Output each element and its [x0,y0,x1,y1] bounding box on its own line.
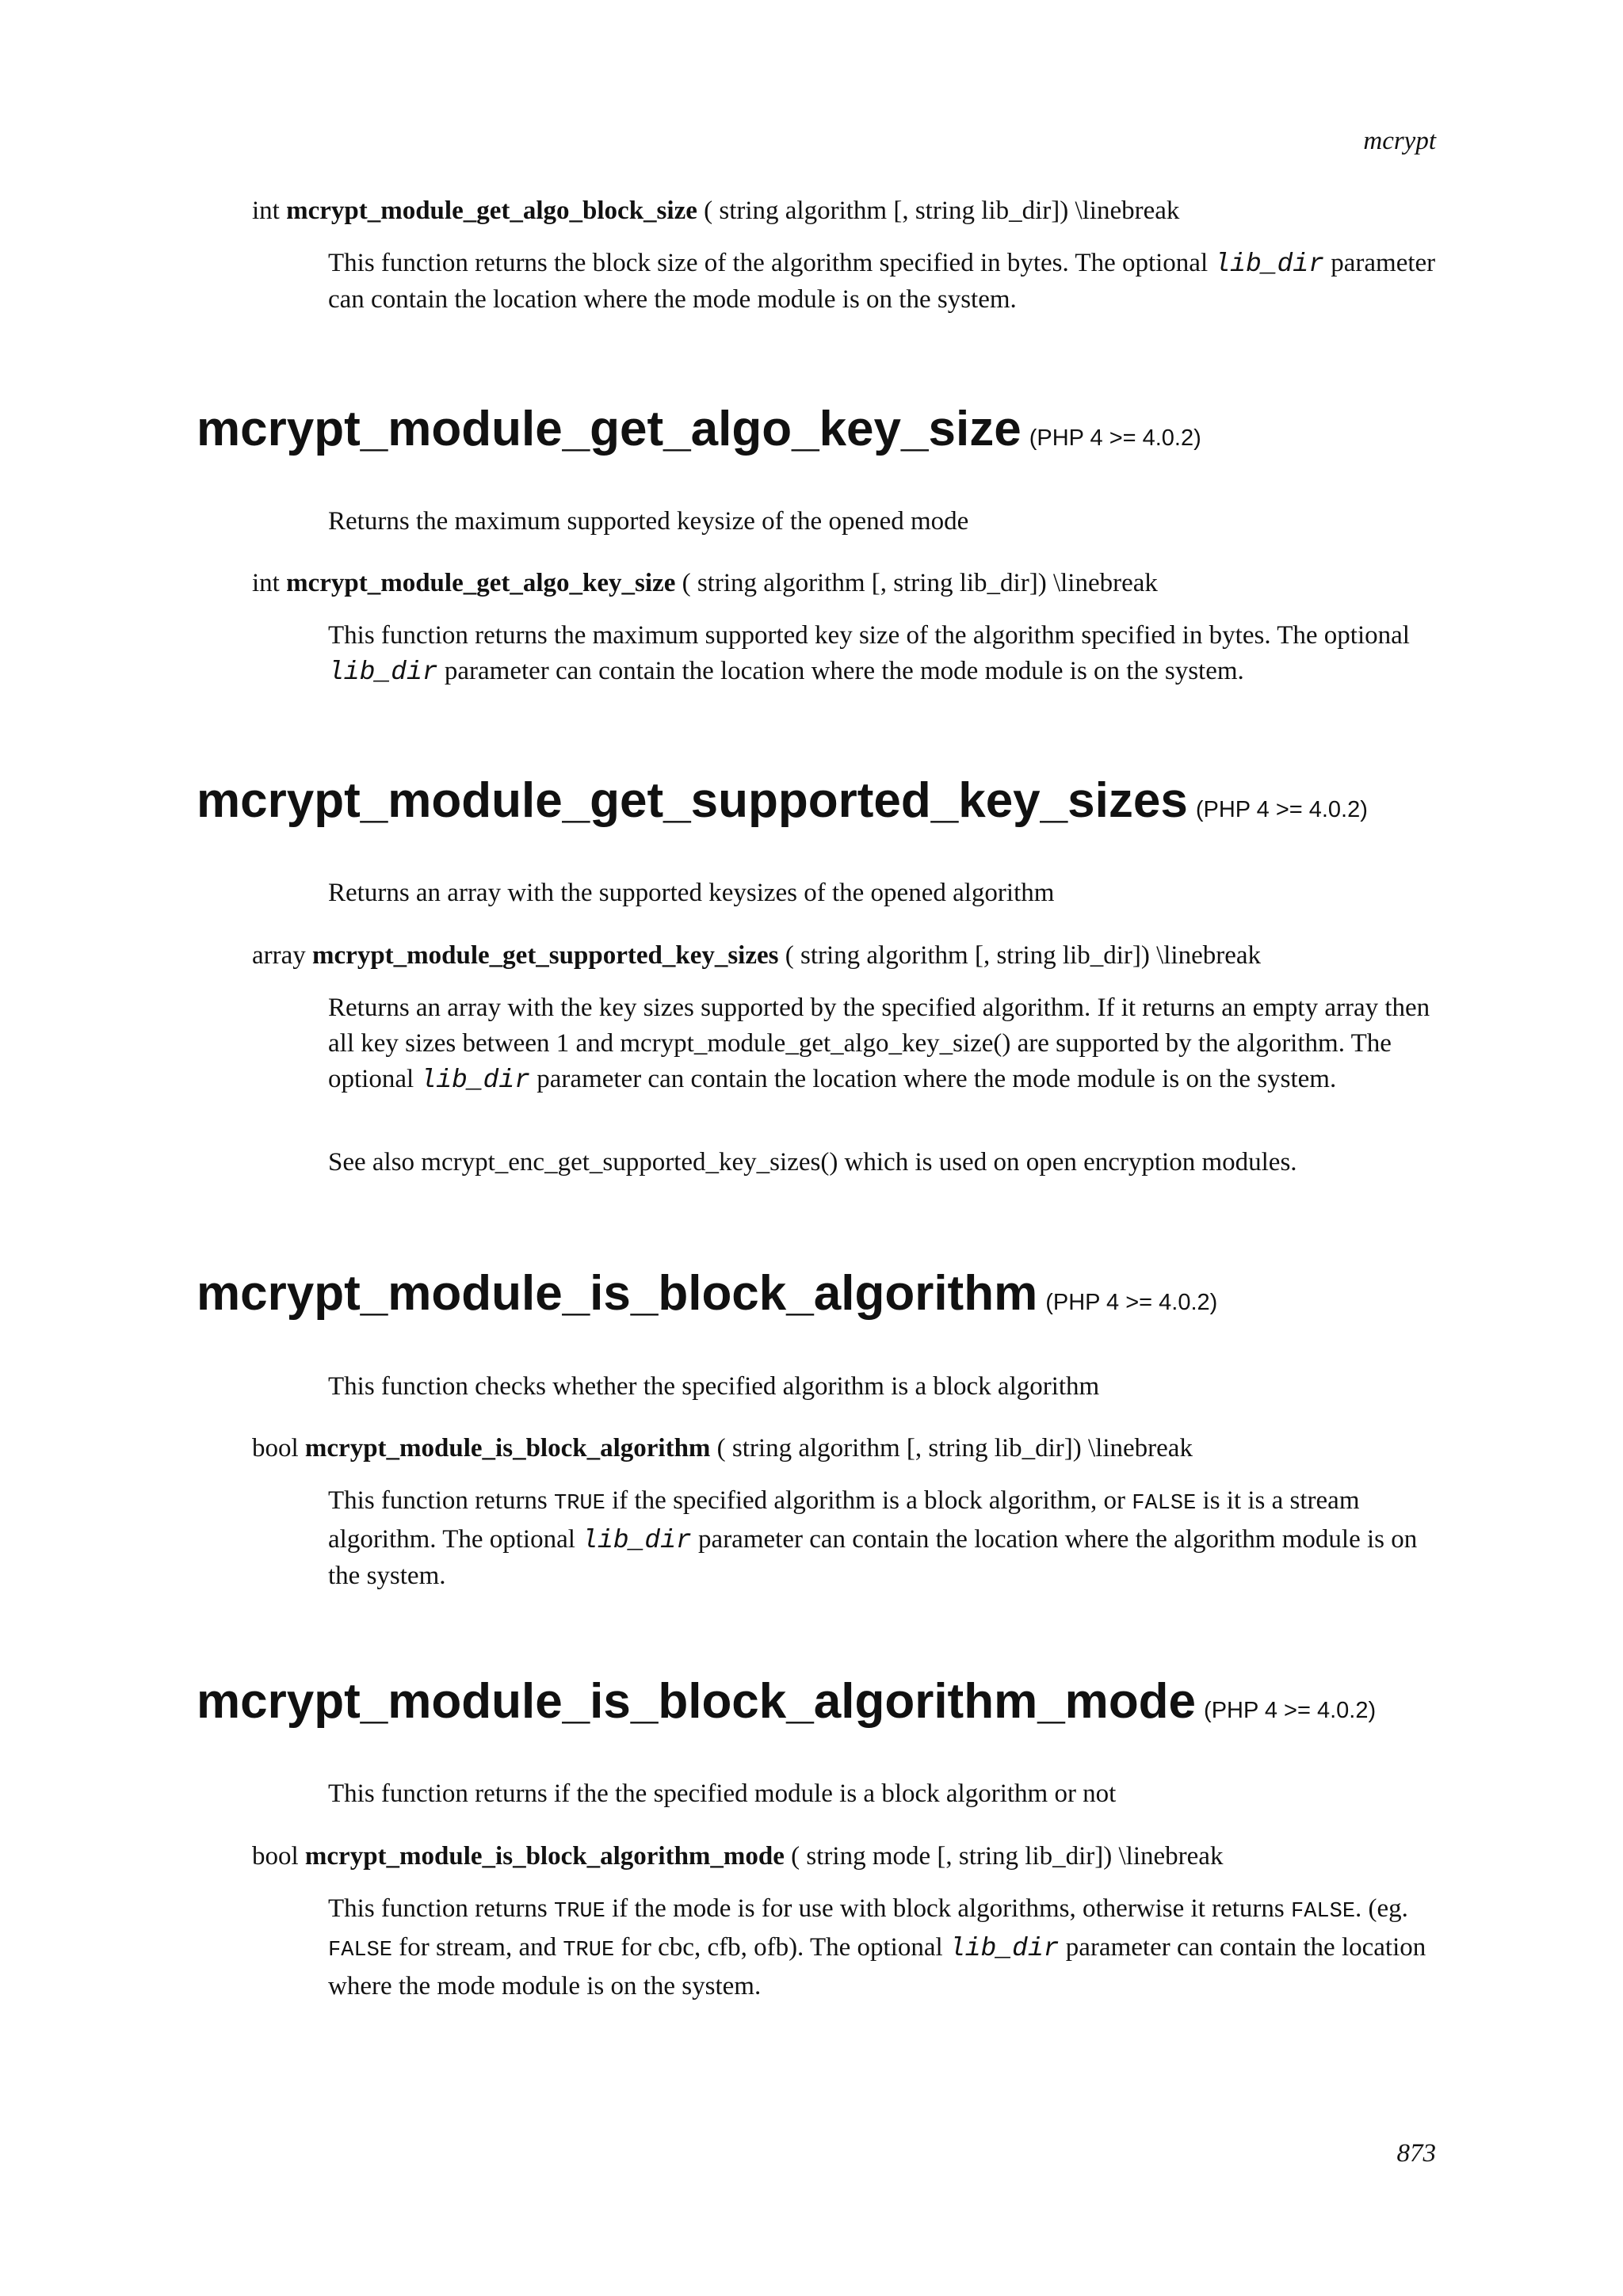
function-synopsis [252,569,1158,598]
constant-false: FALSE [328,1939,393,1962]
section-heading [197,1674,1376,1738]
parameter-code: lib_dir [582,1526,692,1555]
function-synopsis [252,1842,1223,1871]
function-params: ( string algorithm [, string lib_dir]) \linebreak [785,941,1262,970]
constant-true: TRUE [563,1939,615,1962]
function-synopsis [252,941,1261,971]
function-description: This function returns TRUE if the mode is for use with block algorithms, otherwise it returns FALSE. (eg. FALSE for stream, and TRUE for cbc, cfb, ofb). The optional lib_dir parameter can contain the location where the mode module is on the system. [328,1894,1426,2000]
version-note: (PHP 4 >= 4.0.2) [1204,1698,1377,1723]
function-synopsis [252,1434,1193,1463]
function-description: Returns an array with the key sizes supported by the specified algorithm. If it returns an empty array then all key sizes between 1 and mcrypt_module_get_algo_key_size() are supported by the algorithm. The optional lib_dir parameter can contain the location where the mode module is on the system. [328,994,1430,1095]
function-description: This function returns the block size of the algorithm specified in bytes. The optional lib_dir parameter can contain the location where the mode module is on the system. [328,249,1436,314]
function-description: This function returns the maximum supported key size of the algorithm specified in bytes. The optional lib_dir parameter can contain the location where the mode module is on the system. [328,621,1410,687]
section-heading [197,773,1368,837]
page-number: 873 [1396,2139,1436,2168]
function-name: mcrypt_module_get_algo_block_size [286,196,697,225]
section-title: mcrypt_module_get_supported_key_sizes [197,773,1188,828]
function-name: mcrypt_module_is_block_algorithm_mode [304,1842,785,1871]
parameter-code: lib_dir [328,658,438,687]
version-note: (PHP 4 >= 4.0.2) [1029,425,1201,451]
parameter-code: lib_dir [949,1934,1060,1963]
constant-true: TRUE [554,1492,605,1516]
section-purpose: Returns an array with the supported keysizes of the opened algorithm [328,879,1055,907]
section-heading [197,402,1201,466]
function-name: mcrypt_module_get_supported_key_sizes [312,941,779,970]
parameter-code: lib_dir [1214,250,1324,279]
return-type: bool [252,1842,299,1871]
return-type: array [252,941,306,970]
function-params: ( string mode [, string lib_dir]) \linebreak [791,1842,1224,1871]
function-params: ( string algorithm [, string lib_dir]) \linebreak [716,1434,1193,1463]
section-purpose: This function returns if the the specified module is a block algorithm or not [328,1779,1117,1808]
see-also-note: See also mcrypt_enc_get_supported_key_sizes() which is used on open encryption modules. [328,1148,1297,1177]
section-purpose: This function checks whether the specified algorithm is a block algorithm [328,1372,1100,1401]
function-name: mcrypt_module_is_block_algorithm [304,1434,711,1463]
section-title: mcrypt_module_is_block_algorithm [197,1266,1038,1321]
version-note: (PHP 4 >= 4.0.2) [1195,797,1368,822]
constant-false: FALSE [1291,1900,1356,1924]
function-synopsis [252,196,1179,226]
constant-true: TRUE [554,1900,605,1924]
return-type: int [252,196,280,225]
parameter-code: lib_dir [420,1066,531,1095]
constant-false: FALSE [1132,1492,1197,1516]
return-type: bool [252,1434,299,1463]
function-params: ( string algorithm [, string lib_dir]) \linebreak [682,569,1158,597]
section-purpose: Returns the maximum supported keysize of the opened mode [328,507,969,536]
section-title: mcrypt_module_get_algo_key_size [197,402,1022,456]
function-description: This function returns TRUE if the specified algorithm is a block algorithm, or FALSE is it is a stream algorithm. The optional lib_dir parameter can contain the location where the algorithm module is on the system. [328,1486,1418,1590]
return-type: int [252,569,280,597]
running-header: mcrypt [1363,127,1436,155]
section-heading [197,1266,1217,1330]
section-title: mcrypt_module_is_block_algorithm_mode [197,1674,1197,1729]
function-params: ( string algorithm [, string lib_dir]) \linebreak [704,196,1180,225]
version-note: (PHP 4 >= 4.0.2) [1045,1290,1218,1315]
function-name: mcrypt_module_get_algo_key_size [286,569,676,597]
